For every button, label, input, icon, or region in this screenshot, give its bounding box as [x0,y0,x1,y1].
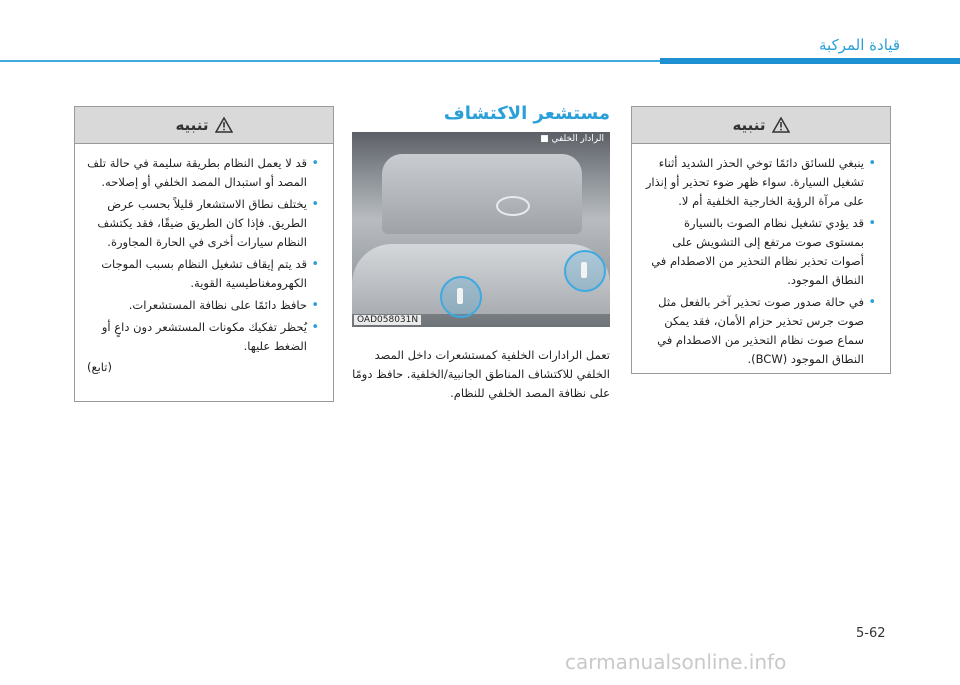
caution-item: • في حالة صدور صوت تحذير آخر بالفعل مثل صوت جرس تحذير حزام الأمان، فقد يمكن سماع صوت نظام التحذير من الاصطدام في النطاق الموجود (BCW). [644,293,876,369]
header-accent-bar [660,58,960,64]
warning-icon [772,117,790,133]
caution-box-right [631,106,891,374]
rear-radar-photo [352,132,610,327]
caution-item: • قد يؤدي تشغيل نظام الصوت بالسيارة بمستوى صوت مرتفع إلى التشويش على أصوات تحذير نظام التحذير من الاصطدام في النطاق الموجود. [644,214,876,290]
radar-sensor-highlight-right [564,250,606,292]
caution-item: • قد يتم إيقاف تشغيل النظام بسبب الموجات الكهرومغناطيسية القوية. [87,255,319,293]
caution-box-header [75,107,333,144]
section-title: مستشعر الاكتشاف [443,103,610,124]
page-number: 5-62 [856,626,886,641]
body-paragraph: تعمل الرادارات الخلفية كمستشعرات داخل المصد الخلفي للاكتشاف المناطق الجانبية/الخلفية. حافظ دومًا على نظافة المصد الخلفي للنظام. [352,348,610,400]
caution-box-header [632,107,890,144]
caution-title: تنبيه [175,116,209,134]
caution-box-body [75,144,333,386]
caution-item: • يختلف نطاق الاستشعار قليلاً بحسب عرض الطريق. فإذا كان الطريق ضيقًا، فقد يكتشف النظام سيارات أخرى في الحارة المجاورة. [87,195,319,252]
caution-title: تنبيه [732,116,766,134]
caution-item: • ينبغي للسائق دائمًا توخي الحذر الشديد أثناء تشغيل السيارة. سواء ظهر ضوء تحذير أو إنذار على مرآة الرؤية الخارجية الخلفية أم لا. [644,154,876,211]
radar-sensor-highlight-left [440,276,482,318]
car-trunk [382,154,582,234]
photo-caption: الرادار الخلفي ■ [540,134,604,144]
caution-item: • قد لا يعمل النظام بطريقة سليمة في حالة تلف المصد أو استبدال المصد الخلفي أو إصلاحه. [87,154,319,192]
continued-label: (تابع) [87,360,112,374]
photo-code: OAD058031N [354,315,421,325]
car-logo [496,196,530,216]
caution-item: • يُحظر تفكيك مكونات المستشعر دون داعٍ أو الضغط عليها. [87,318,319,356]
caution-box-left [74,106,334,402]
header-title: قيادة المركبة [819,36,900,54]
warning-icon [215,117,233,133]
caution-box-body [632,144,890,384]
watermark: carmanualsonline.info [565,650,787,674]
caution-item: • حافظ دائمًا على نظافة المستشعرات. [87,296,319,315]
